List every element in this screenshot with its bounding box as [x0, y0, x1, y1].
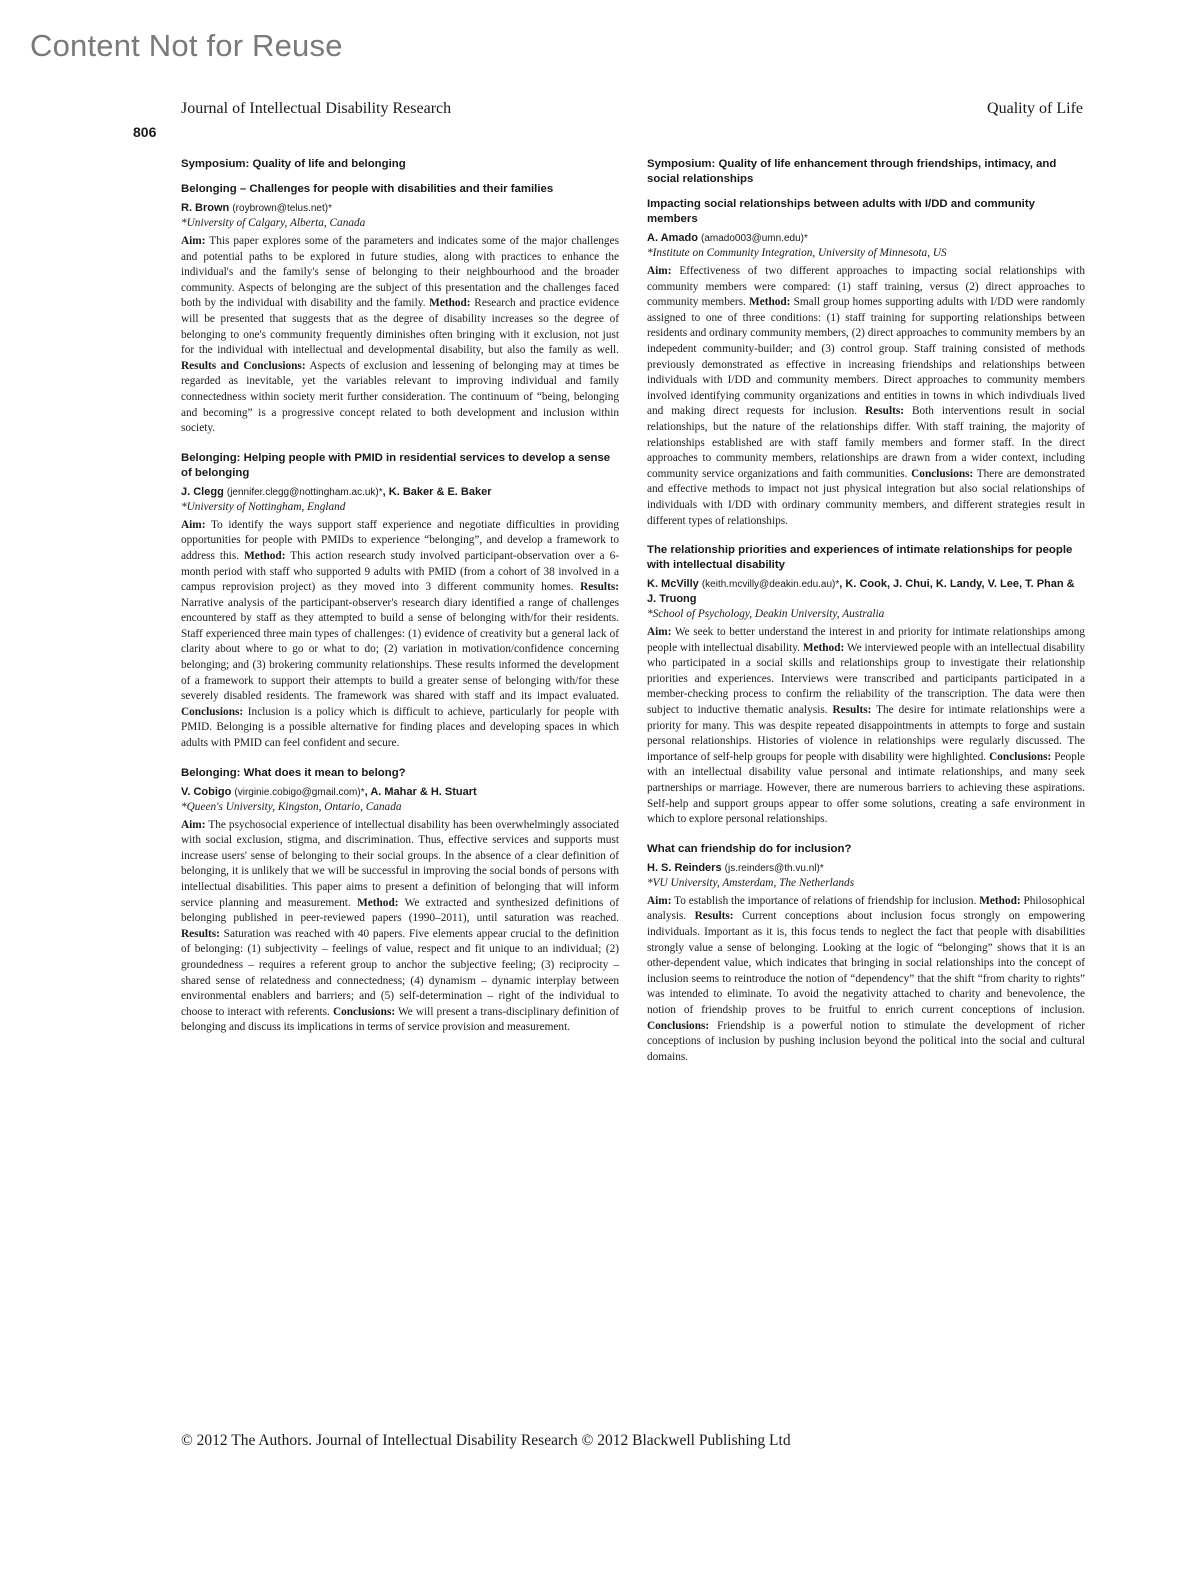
section-text: Saturation was reached with 40 papers. Five elements appear crucial to the definition of belonging: (1) subjectivity – feelings of value, respect and fit unique to an individual; (2) groundedness – requires a referent group to anchor the subjective feeling; (3) reciprocity – shared sense of relatedness and connectedness; (4) dynamism – dynamic interplay between environmental enablers and barriers; and (5) self-determination – right of the individual to choose to interact with referents.	[181, 927, 619, 1018]
page-number: 806	[133, 124, 157, 140]
section-label: Aim:	[181, 235, 206, 247]
author-separator: ,	[364, 785, 371, 798]
section-label: Results:	[694, 910, 734, 923]
section-label: Aim:	[647, 626, 672, 639]
article-title: Belonging: What does it mean to belong?	[181, 766, 406, 779]
section-text: Both interventions result in social relationships, but the nature of the relationships differ. With staff training, the majority of relationships established are with staff family members and former staff. In the direct approaches to community members, relationships are drawn from a wider context, including community service organizations and faith communities.	[647, 405, 1085, 480]
article-title: Belonging – Challenges for people with disabilities and their families	[181, 183, 554, 195]
watermark: Content Not for Reuse	[30, 28, 343, 63]
section-text: Research and practice evidence will be presented that suggests that as the degree of disability increases so the degree of belonging to one's community frequently diminishes often bringing with it exclusion, not just for the individual with intellectual and developmental disability, but also the family as well.	[181, 297, 619, 357]
section-label: Results:	[832, 704, 872, 717]
affiliation: *University of Nottingham, England	[181, 500, 346, 513]
author-name: A. Mahar & H. Stuart	[370, 785, 477, 798]
section-label: Aim:	[181, 518, 206, 531]
section-label: Aim:	[181, 818, 206, 831]
article-title: What can friendship do for inclusion?	[647, 842, 852, 855]
section-label: Method:	[429, 297, 471, 310]
author-name: J. Clegg	[181, 485, 224, 498]
section-label: Results:	[580, 581, 619, 594]
section-label: Method:	[802, 641, 845, 654]
affiliation: *VU University, Amsterdam, The Netherlands	[647, 876, 855, 889]
symposium-heading: Symposium: Quality of life enhancement through friendships, intimacy, and social relationships	[647, 158, 1057, 185]
author-name: K. McVilly	[647, 578, 699, 591]
running-header-section: Quality of Life	[987, 100, 1083, 117]
section-text: To identify the ways support staff experience and negotiate difficulties in providing opportunities for people with PMIDs to experience “belonging”, and develop a framework to address this.	[181, 518, 619, 562]
author-email: (keith.mcvilly@deakin.edu.au)*	[701, 579, 840, 591]
section-text: The psychosocial experience of intellectual disability has been overwhelmingly associated with social exclusion, stigma, and discrimination. Thus, effective services and supports must increase users' sense of belonging to their social groups. In the absence of a clear definition of belonging, it is unlikely that we will be successful in improving the social bonds of persons with intellectual disabilities. This paper aims to present a definition of belonging that will inform service planning and measurement.	[181, 818, 619, 909]
author-email: (amado003@umn.edu)*	[701, 233, 808, 244]
section-label: Conclusions:	[181, 705, 244, 718]
section-text: This paper explores some of the parameters and indicates some of the major challenges and potential paths to be explored in future studies, along with practices to enhance the individual's and the family's sense of belonging to their neighbourhood and the broader community. Aspects of belonging are the subject of this presentation and the challenges faced both by the individual with disability and the family.	[181, 235, 619, 310]
section-label: Conclusions:	[911, 467, 974, 480]
section-text: We will present a trans-disciplinary definition of belonging and discuss its implications in terms of service provision and measurement.	[181, 1005, 619, 1034]
article	[181, 182, 619, 437]
section-label: Aim:	[647, 265, 672, 277]
right-column	[647, 157, 1085, 1079]
section-text: Effectiveness of two different approaches to impacting social relationships with community members were compared: (1) staff training, versus (2) direct approaches to community members.	[647, 265, 1085, 309]
author-line	[181, 201, 619, 216]
section-label: Conclusions:	[989, 750, 1052, 763]
affiliation: *Institute on Community Integration, University of Minnesota, US	[647, 247, 947, 259]
section-text: This action research study involved participant-observation over a 6-month period with staff who supported 9 adults with PMID (from a cohort of 38 involved in a campus reprovision project) as they moved into 3 different community homes.	[181, 549, 619, 594]
article	[647, 842, 1085, 1066]
left-column	[181, 157, 619, 1050]
section-label: Method:	[244, 549, 286, 562]
affiliation: *School of Psychology, Deakin University, Australia	[647, 608, 885, 621]
section-label: Conclusions:	[647, 1019, 710, 1032]
section-label: Results and Conclusions:	[181, 359, 306, 372]
section-text: We seek to better understand the interest in and priority for intimate relationships among people with intellectual disability.	[647, 626, 1085, 654]
author-line	[181, 785, 619, 800]
section-text: The desire for intimate relationships were a priority for many. This was despite repeated disappointments in attempts to forge and sustain personal relationships. Histories of violence in relationships were regularly discussed. The importance of self-help groups for people with disability were highlighted.	[647, 704, 1085, 763]
section-text: Friendship is a powerful notion to stimulate the development of richer conceptions of inclusion by pushing inclusion beyond the political into the social and cultural domains.	[647, 1019, 1085, 1063]
abstract-text	[181, 234, 619, 437]
author-email: (virginie.cobigo@gmail.com)*	[234, 786, 365, 798]
author-name: K. Cook, J. Chui, K. Landy, V. Lee, T. Phan & J. Truong	[647, 578, 1075, 606]
author-line	[181, 485, 619, 500]
section-label: Results:	[865, 405, 905, 418]
section-label: Method:	[357, 896, 399, 909]
section-label: Method:	[979, 894, 1021, 907]
copyright-footer: © 2012 The Authors. Journal of Intellectual Disability Research © 2012 Blackwell Publishing Ltd	[181, 1432, 791, 1449]
article	[647, 197, 1085, 529]
abstract-text	[647, 894, 1085, 1066]
section-text: Inclusion is a policy which is difficult to achieve, particularly for people with PMID. Belonging is a possible alternative for finding places and developing spaces in which adults with PMID can feel confident and secure.	[181, 705, 619, 750]
abstract-text	[181, 818, 619, 1036]
affiliation: *Queen's University, Kingston, Ontario, Canada	[181, 800, 402, 813]
author-name: V. Cobigo	[181, 785, 232, 798]
article	[181, 451, 619, 752]
article	[647, 543, 1085, 828]
author-line	[647, 861, 1085, 876]
author-name: K. Baker & E. Baker	[388, 485, 492, 498]
article-title: The relationship priorities and experiences of intimate relationships for people with intellectual disability	[647, 544, 1073, 572]
article-title: Impacting social relationships between adults with I/DD and community members	[647, 198, 1035, 225]
author-name: A. Amado	[647, 232, 698, 244]
author-separator: ,	[382, 485, 389, 498]
section-text: Current conceptions about inclusion focus strongly on empowering individuals. Important as it is, this focus tends to neglect the fact that people with disabilities strongly value a sense of belonging. Looking at the logic of “belonging” shows that it is an other-dependent value, which indicates that bringing in social relationships into the concept of inclusion seems to reintroduce the notion of “dependency” that the shift “from charity to rights” was intended to eliminate. To avoid the negativity attached to charity and benevolence, the notion of friendship proves to be fruitful to enrich current conceptions of inclusion.	[647, 910, 1085, 1016]
abstract-text	[647, 625, 1085, 828]
article	[181, 766, 619, 1036]
affiliation: *University of Calgary, Alberta, Canada	[181, 217, 366, 229]
abstract-text	[647, 264, 1085, 529]
section-text: Aspects of exclusion and lessening of belonging may at times be regarded as inevitable, yet the variables relevant to improving individual and family connectedness within society merit further consideration. The continuum of “being, belonging and becoming” is a progressive concept related to both development and inclusion within society.	[181, 359, 619, 435]
section-label: Results:	[181, 927, 220, 940]
section-text: There are demonstrated and effective methods to impact not just physical integration but also social relationships of individuals with I/DD with ordinary community members, and different strategies result in different types of relationships.	[647, 467, 1085, 527]
author-separator: ,	[839, 578, 846, 591]
section-text: To establish the importance of relations of friendship for inclusion.	[671, 894, 980, 907]
author-line	[647, 231, 1085, 246]
section-text: People with an intellectual disability value personal and intimate relationships, and many seek partnerships or marriage. However, there are numerous barriers to achieving these aspirations. Self-help and support groups appear to offer some solutions, creating a safe environment in which to explore personal relationships.	[647, 750, 1086, 826]
section-text: Philosophical analysis.	[647, 894, 1085, 923]
section-label: Method:	[749, 296, 791, 309]
running-header-journal: Journal of Intellectual Disability Research	[181, 100, 452, 117]
symposium-heading: Symposium: Quality of life and belonging	[181, 158, 406, 170]
author-email: (roybrown@telus.net)*	[232, 203, 332, 214]
author-name: R. Brown	[181, 202, 230, 214]
author-name: H. S. Reinders	[647, 861, 722, 874]
section-text: Narrative analysis of the participant-observer's research diary identified a range of challenges encountered by staff as they attempted to build a sense of belonging with/for their residents. Staff experienced three main types of challenges: (1) evidence of creativity but a general lack of clarity about where to go or what to do; (2) variation in motivation/confidence concerning belonging; and (3) brokering community relationships. These results informed the development of a framework to support their attempts to build a greater sense of belonging with/for these severely disabled residents. The framework was shared with staff and its impact evaluated.	[181, 596, 619, 703]
article-title: Belonging: Helping people with PMID in residential services to develop a sense of belonging	[181, 451, 611, 479]
section-text: We extracted and synthesized definitions of belonging published in peer-reviewed papers (1990–2011), until saturation was reached.	[181, 896, 619, 925]
section-text: We interviewed people with an intellectual disability who participated in a social skills and relationships group to investigate their relationship priorities and experiences. Interviews were transcribed and participants participated in a member-checking process to confirm the reliability of the transcription. The data were then subject to inductive thematic analysis.	[647, 641, 1086, 717]
author-email: (js.reinders@th.vu.nl)*	[724, 862, 824, 874]
section-label: Aim:	[647, 894, 672, 907]
author-line	[647, 577, 1085, 607]
abstract-text	[181, 518, 619, 752]
author-email: (jennifer.clegg@nottingham.ac.uk)*	[226, 486, 383, 498]
section-text: Small group homes supporting adults with I/DD were randomly assigned to one of three conditions: (1) staff training for supporting relationships between residents and ordinary community members, (2) direct approaches to community members by an indepedent community-builder; and (3) control group. Staff training consisted of methods previously demonstrated as effective in increasing friendships and relationships between individuals with I/DD and community members. Direct approaches to community members involved identifying community organizations and entities in towns in which indivdiuals lived and making direct requests for inclusion.	[647, 296, 1085, 418]
section-label: Conclusions:	[332, 1005, 396, 1018]
